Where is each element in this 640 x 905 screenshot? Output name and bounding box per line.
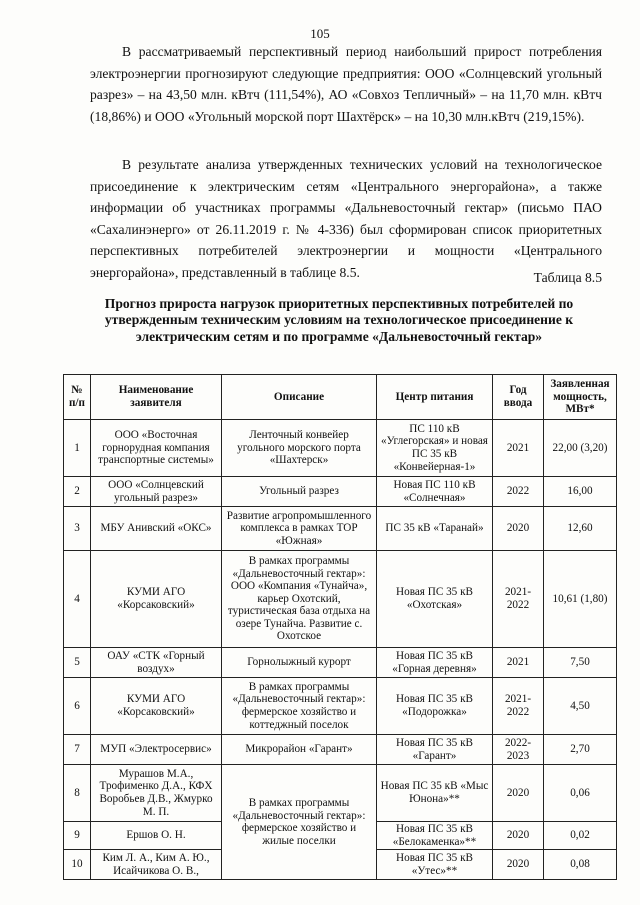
cell-applicant: МБУ Анивский «ОКС» [91,507,222,551]
cell-description-shared: В рамках программы «Дальневосточный гектар»: фермерское хозяйство и жилые поселки [222,765,377,880]
header-num: № п/п [64,375,91,420]
cell-num: 3 [64,507,91,551]
cell-applicant: МУП «Электросервис» [91,735,222,765]
cell-year: 2021-2022 [493,551,544,648]
cell-applicant: КУМИ АГО «Корсаковский» [91,551,222,648]
header-applicant: Наименование заявителя [91,375,222,420]
cell-capacity: 0,08 [544,850,617,880]
cell-num: 4 [64,551,91,648]
cell-capacity: 2,70 [544,735,617,765]
cell-year: 2021-2022 [493,678,544,735]
cell-capacity: 0,02 [544,822,617,850]
cell-description: В рамках программы «Дальневосточный гектар»: ООО «Компания «Тунайча», карьер Охотский, туристическая база отдыха на озере Тунайча. Развитие с. Охотское [222,551,377,648]
cell-center: Новая ПС 110 кВ «Солнечная» [377,477,493,507]
cell-applicant: Ершов О. Н. [91,822,222,850]
cell-description: В рамках программы «Дальневосточный гектар»: фермерское хозяйство и коттеджный поселок [222,678,377,735]
cell-capacity: 16,00 [544,477,617,507]
table-row [64,420,617,477]
cell-num: 9 [64,822,91,850]
cell-capacity: 0,06 [544,765,617,822]
table-header-row [64,375,617,420]
cell-center: ПС 35 кВ «Таранай» [377,507,493,551]
consumers-table [63,374,617,880]
table-label: Таблица 8.5 [533,270,602,285]
header-capacity: Заявленная мощность, МВт* [544,375,617,420]
cell-year: 2020 [493,507,544,551]
cell-capacity: 7,50 [544,648,617,678]
cell-description: Ленточный конвейер угольного морского порта «Шахтерск» [222,420,377,477]
header-year: Год ввода [493,375,544,420]
cell-num: 7 [64,735,91,765]
table-row [64,765,617,822]
cell-applicant: ООО «Восточная горнорудная компания транспортные системы» [91,420,222,477]
cell-num: 10 [64,850,91,880]
cell-center: Новая ПС 35 кВ «Мыс Юнона»** [377,765,493,822]
cell-applicant: ОАУ «СТК «Горный воздух» [91,648,222,678]
header-center: Центр питания [377,375,493,420]
cell-center: Новая ПС 35 кВ «Горная деревня» [377,648,493,678]
cell-applicant: Мурашов М.А., Трофименко Д.А., КФХ Воробьев Д.В., Жмурко М. П. [91,765,222,822]
cell-applicant: Ким Л. А., Ким А. Ю., Исайчикова О. В., [91,850,222,880]
cell-applicant: ООО «Солнцевский угольный разрез» [91,477,222,507]
table-row [64,507,617,551]
table-row [64,648,617,678]
cell-num: 2 [64,477,91,507]
cell-year: 2021 [493,420,544,477]
cell-applicant: КУМИ АГО «Корсаковский» [91,678,222,735]
cell-center: ПС 110 кВ «Углегорская» и новая ПС 35 кВ «Конвейерная-1» [377,420,493,477]
cell-center: Новая ПС 35 кВ «Гарант» [377,735,493,765]
cell-center: Новая ПС 35 кВ «Охотская» [377,551,493,648]
cell-center: Новая ПС 35 кВ «Подорожка» [377,678,493,735]
cell-year: 2022 [493,477,544,507]
table-row [64,551,617,648]
cell-description: Микрорайон «Гарант» [222,735,377,765]
cell-description: Угольный разрез [222,477,377,507]
table-row [64,477,617,507]
cell-center: Новая ПС 35 кВ «Белокаменка»** [377,822,493,850]
cell-num: 5 [64,648,91,678]
page-number: 105 [310,26,330,41]
cell-year: 2021 [493,648,544,678]
paragraph-1: В рассматриваемый перспективный период наибольший прирост потребления электроэнергии прогнозируют следующие предприятия: ООО «Солнцевский угольный разрез» – на 43,50 млн. кВтч (111,54%), АО «Совхоз Тепличный» – на 11,70 млн. кВтч (18,86%) и ООО «Угольный морской порт Шахтёрск» – на 10,30 млн.кВтч (219,15%). [90,44,602,124]
table-row [64,678,617,735]
cell-num: 6 [64,678,91,735]
cell-capacity: 22,00 (3,20) [544,420,617,477]
cell-year: 2020 [493,822,544,850]
cell-year: 2020 [493,765,544,822]
cell-center: Новая ПС 35 кВ «Утес»** [377,850,493,880]
cell-capacity: 12,60 [544,507,617,551]
cell-capacity: 10,61 (1,80) [544,551,617,648]
cell-num: 1 [64,420,91,477]
table-title: Прогноз прироста нагрузок приоритетных перспективных потребителей по утвержденным техническим условиям на технологическое присоединение к электрическим сетям и по программе «Дальневосточный гектар» [104,296,574,344]
cell-description: Развитие агропромышленного комплекса в рамках ТОР «Южная» [222,507,377,551]
cell-capacity: 4,50 [544,678,617,735]
paragraph-2: В результате анализа утвержденных технических условий на технологическое присоединение к электрическим сетям «Центрального энергорайона», а также информации об участниках программы «Дальневосточный гектар» (письмо ПАО «Сахалинэнерго» от 26.11.2019 г. № 4-336) был сформирован список приоритетных перспективных потребителей электроэнергии и мощности «Центрального энергорайона», представленный в таблице 8.5. [90,157,602,280]
cell-year: 2022-2023 [493,735,544,765]
table-row [64,735,617,765]
cell-num: 8 [64,765,91,822]
cell-year: 2020 [493,850,544,880]
header-description: Описание [222,375,377,420]
cell-description: Горнолыжный курорт [222,648,377,678]
